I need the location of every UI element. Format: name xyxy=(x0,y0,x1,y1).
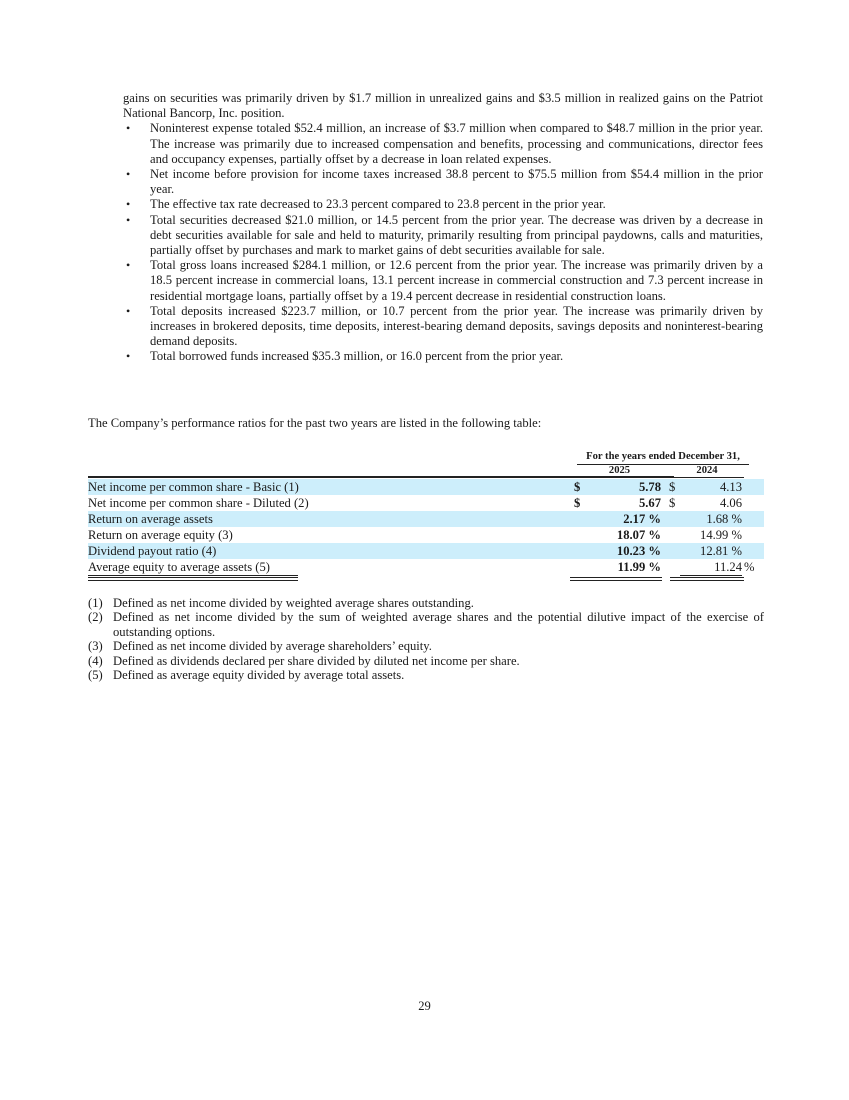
value-2025: 2.17 % xyxy=(623,512,661,526)
value-2024: 4.13 xyxy=(719,480,742,494)
bullet-icon: • xyxy=(126,349,131,364)
footnote-number: (2) xyxy=(88,610,103,625)
bullet-item xyxy=(123,304,763,350)
currency-symbol: $ xyxy=(574,480,581,494)
footnote-text: Defined as average equity divided by average total assets. xyxy=(113,668,405,683)
bullet-item xyxy=(123,258,763,304)
bullet-text: Total borrowed funds increased $35.3 million, or 16.0 percent from the prior year. xyxy=(150,349,564,364)
row-label: Net income per common share - Basic (1) xyxy=(88,480,299,494)
value-2024: 4.06 xyxy=(719,496,742,510)
row-label: Return on average equity (3) xyxy=(88,528,233,542)
table-row xyxy=(88,543,764,559)
bullet-text: Noninterest expense totaled $52.4 million, an increase of $3.7 million when compared to $48.7 million in the prior year. The increase was primarily due to increased compensation and benefits, processing and communications, director fees and occupancy expenses, partially offset by a decrease in loan related expenses. xyxy=(150,121,763,166)
table-body xyxy=(88,479,764,575)
footnote xyxy=(88,668,764,682)
value-2024: 12.81 % xyxy=(700,544,742,558)
footnote-number: (4) xyxy=(88,653,103,668)
table-row xyxy=(88,527,764,543)
bullet-item xyxy=(123,121,763,167)
value-2025: 10.23 % xyxy=(616,544,661,558)
label-bottom-rule xyxy=(88,575,298,576)
percent-sign: % xyxy=(744,560,755,574)
table-row xyxy=(88,479,764,495)
bullet-item xyxy=(123,197,763,212)
value-2025: 18.07 % xyxy=(616,528,661,542)
value-2025: 5.78 xyxy=(638,480,661,494)
value-2025: 5.67 xyxy=(638,496,661,510)
label-double-rule xyxy=(88,577,298,581)
footnotes xyxy=(88,596,764,682)
bullet-text: The effective tax rate decreased to 23.3 percent compared to 23.8 percent in the prior year. xyxy=(150,197,606,212)
value-2024: 14.99 % xyxy=(700,528,742,542)
footnote-text: Defined as net income divided by average shareholders’ equity. xyxy=(113,639,432,654)
total-double-rule-2025 xyxy=(570,577,662,581)
table-row xyxy=(88,511,764,527)
bullet-item xyxy=(123,213,763,259)
column-header-2025: 2025 xyxy=(608,465,631,476)
value-2024: 1.68 % xyxy=(706,512,742,526)
bullet-text: Total gross loans increased $284.1 million, or 12.6 percent from the prior year. The increase was primarily driven by a 18.5 percent increase in commercial loans, 13.1 percent increase in commercial construction and 7.3 percent increase in residential mortgage loans, partially offset by a 19.4 percent decrease in residential construction loans. xyxy=(150,258,763,303)
bullet-item xyxy=(123,167,763,197)
currency-symbol: $ xyxy=(574,496,581,510)
bullet-icon: • xyxy=(126,303,131,318)
footnote-text: Defined as net income divided by weighted average shares outstanding. xyxy=(113,596,474,610)
value-2024: 11.24 xyxy=(714,560,742,574)
bullet-list xyxy=(123,91,763,365)
page-number: 29 xyxy=(418,999,431,1013)
table-row xyxy=(88,495,764,511)
table-intro: The Company’s performance ratios for the past two years are listed in the following table: xyxy=(88,416,542,430)
total-double-rule-2024 xyxy=(670,577,744,581)
footnote xyxy=(88,610,764,639)
footnote-text: Defined as dividends declared per share divided by diluted net income per share. xyxy=(113,653,520,668)
bullet-icon: • xyxy=(126,197,131,212)
bullet-icon: • xyxy=(126,212,131,227)
bullet-icon: • xyxy=(126,167,131,182)
bullet-item xyxy=(123,349,763,364)
value-2025: 11.99 % xyxy=(617,560,661,574)
bullet-text: Net income before provision for income taxes increased 38.8 percent to $75.5 million from $54.4 million in the prior year. xyxy=(150,167,763,197)
footnote-number: (5) xyxy=(88,668,103,683)
bullet-icon: • xyxy=(126,258,131,273)
row-label: Dividend payout ratio (4) xyxy=(88,544,217,558)
value-rule-2024 xyxy=(680,575,742,576)
footnote xyxy=(88,596,764,610)
bullet-text: Total securities decreased $21.0 million, or 14.5 percent from the prior year. The decrease was driven by a decrease in debt securities available for sale and held to maturity, primarily resulting from principal paydowns, calls and maturities, partially offset by purchases and mark to market gains of debt securities available for sale. xyxy=(150,212,763,258)
table-header-group: For the years ended December 31, xyxy=(586,451,740,462)
footnote-text: Defined as net income divided by the sum of weighted average shares and the potential dilutive impact of the exercise of outstanding options. xyxy=(113,610,764,639)
column-header-2024: 2024 xyxy=(696,465,718,476)
continuation-paragraph: gains on securities was primarily driven by $1.7 million in unrealized gains and $3.5 million in realized gains on the Patriot National Bancorp, Inc. position. xyxy=(123,91,763,121)
row-label: Net income per common share - Diluted (2) xyxy=(88,496,309,510)
currency-symbol: $ xyxy=(669,480,676,494)
currency-symbol: $ xyxy=(669,496,676,510)
footnote xyxy=(88,639,764,653)
year-underline-2024 xyxy=(670,477,744,478)
footnote-number: (1) xyxy=(88,596,103,610)
year-underline-2025 xyxy=(577,477,662,478)
footnote-number: (3) xyxy=(88,639,103,654)
bullet-text: Total deposits increased $223.7 million, or 10.7 percent from the prior year. The increase was primarily driven by increases in brokered deposits, time deposits, interest-bearing demand deposits, savings deposits and noninterest-bearing demand deposits. xyxy=(150,303,763,349)
row-label: Average equity to average assets (5) xyxy=(88,560,270,574)
footnote xyxy=(88,654,764,668)
row-label: Return on average assets xyxy=(88,512,213,526)
table-row xyxy=(88,559,764,575)
bullet-icon: • xyxy=(126,121,131,136)
